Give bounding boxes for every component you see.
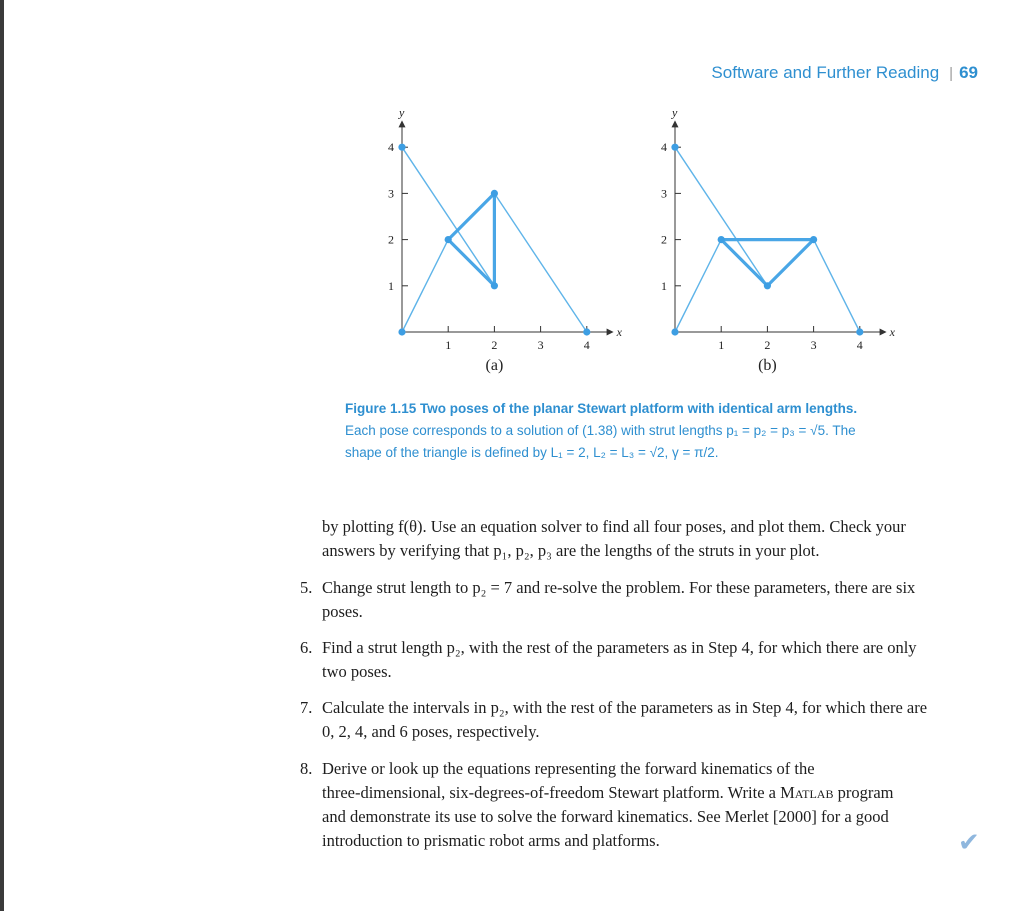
matlab-word: Matlab <box>780 783 834 802</box>
strut-line <box>675 147 767 286</box>
x-tick-label: 4 <box>856 338 863 352</box>
item-number: 8. <box>300 759 313 778</box>
x-axis-arrow <box>880 329 887 336</box>
x-tick-label: 4 <box>583 338 590 352</box>
joint-point <box>398 328 405 335</box>
continuation-line-1: by plotting f(θ). Use an equation solver to find all four poses, and plot them. Check your <box>322 517 906 536</box>
x-axis-label: x <box>889 325 895 339</box>
strut-line <box>675 240 721 332</box>
platform-triangle <box>721 240 813 286</box>
x-axis-arrow <box>607 329 614 336</box>
y-axis-label: y <box>399 105 405 120</box>
caption-title: Figure 1.15 Two poses of the planar Stewart platform with identical arm lengths. <box>345 401 858 416</box>
joint-point <box>398 144 405 151</box>
exercise-item-6 <box>300 636 982 684</box>
y-tick-label: 4 <box>388 140 394 155</box>
joint-point <box>491 282 498 289</box>
strut-line <box>402 240 448 332</box>
x-tick-label: 2 <box>764 338 771 352</box>
x-tick-label: 2 <box>491 338 498 352</box>
item-line: Find a strut length p₂, with the rest of the parameters as in Step 4, for which there are only <box>322 638 917 657</box>
item-line: Change strut length to p₂ = 7 and re-solve the problem. For these parameters, there are six <box>322 578 916 597</box>
item-line: 0, 2, 4, and 6 poses, respectively. <box>322 722 540 741</box>
item-number: 6. <box>300 638 313 657</box>
item-line: two poses. <box>322 662 392 681</box>
item-line: Derive or look up the equations representing the forward kinematics of the <box>322 759 815 778</box>
joint-point <box>671 328 678 335</box>
figure-caption <box>345 398 945 464</box>
continuation-line-2: answers by verifying that p₁, p₂, p₃ are the lengths of the struts in your plot. <box>322 541 820 560</box>
item-line: three-dimensional, six-degrees-of-freedom Stewart platform. Write a Matlab program <box>322 783 894 802</box>
joint-point <box>856 328 863 335</box>
separator: | <box>949 65 954 82</box>
x-tick-label: 1 <box>445 338 452 352</box>
check-mark-icon[interactable]: ✔ <box>958 828 980 858</box>
joint-point <box>491 190 498 197</box>
y-axis-arrow <box>672 120 679 127</box>
caption-line-2: Each pose corresponds to a solution of (1.38) with strut lengths p₁ = p₂ = p₃ = √5. The <box>345 423 856 438</box>
panel-label: (b) <box>758 357 777 374</box>
y-tick-label: 4 <box>661 140 667 155</box>
y-tick-label: 1 <box>388 278 394 293</box>
joint-point <box>583 328 590 335</box>
caption-line-3: shape of the triangle is defined by L₁ = 2, L₂ = L₃ = √2, γ = π/2. <box>345 445 719 460</box>
exercise-item-5 <box>300 576 982 624</box>
strut-line <box>814 240 860 332</box>
continuation-paragraph <box>322 515 982 563</box>
y-tick-label: 3 <box>661 186 667 201</box>
strut-line <box>402 147 494 286</box>
page-number: 69 <box>959 63 978 82</box>
item-line: poses. <box>322 602 363 621</box>
x-tick-label: 1 <box>718 338 725 352</box>
panel-label: (a) <box>485 357 504 374</box>
item-line: introduction to prismatic robot arms and platforms. <box>322 831 660 850</box>
y-axis-arrow <box>399 120 406 127</box>
section-title: Software and Further Reading <box>711 63 940 82</box>
strut-line <box>494 193 586 332</box>
x-axis-label: x <box>616 325 622 339</box>
joint-point <box>671 144 678 151</box>
item-line: and demonstrate its use to solve the forward kinematics. See Merlet [2000] for a good <box>322 807 889 826</box>
y-tick-label: 2 <box>661 232 667 247</box>
x-tick-label: 3 <box>810 338 817 352</box>
y-axis-label: y <box>672 105 678 120</box>
exercise-item-7 <box>300 696 982 744</box>
joint-point <box>445 236 452 243</box>
figure-stewart-poses <box>0 0 1024 390</box>
exercise-item-8 <box>300 757 982 853</box>
item-number: 7. <box>300 698 313 717</box>
item-line: Calculate the intervals in p₂, with the rest of the parameters as in Step 4, for which there are <box>322 698 928 717</box>
y-tick-label: 2 <box>388 232 394 247</box>
joint-point <box>718 236 725 243</box>
platform-triangle <box>448 193 494 285</box>
joint-point <box>810 236 817 243</box>
x-tick-label: 3 <box>537 338 544 352</box>
y-tick-label: 3 <box>388 186 394 201</box>
y-tick-label: 1 <box>661 278 667 293</box>
joint-point <box>764 282 771 289</box>
item-number: 5. <box>300 578 313 597</box>
